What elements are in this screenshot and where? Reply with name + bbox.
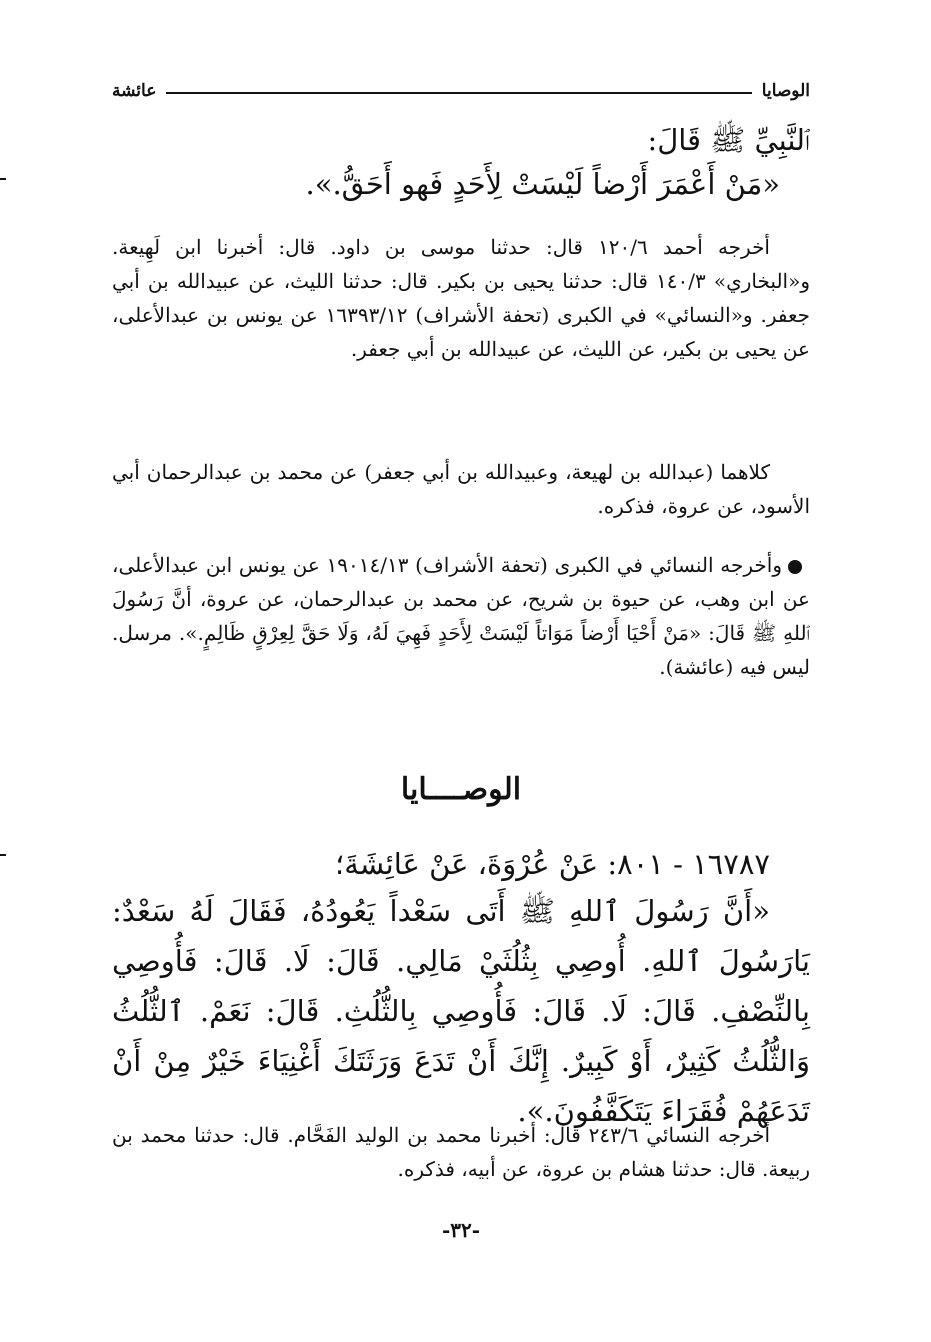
document-page (112, 70, 810, 1270)
takhrij-paragraph-2: كلاهما (عبدالله بن لهيعة، وعبيدالله بن أبي جعفر) عن محمد بن عبدالرحمان أبي الأسود، عن عروة، فذكره. (112, 460, 810, 518)
page-number: -٣٢- (441, 1218, 481, 1242)
hadith-text: «مَنْ أَعْمَرَ أَرْضاً لَيْسَتْ لِأَحَدٍ فَهو أَحَقُّ.». (305, 167, 780, 201)
hadith-lead: ٱلنَّبِيِّ ﷺ قَالَ: (647, 123, 810, 157)
takhrij-paragraph-4: أخرجه النسائي ٢٤٣/٦ قال: أخبرنا محمد بن الوليد الفَحَّام. قال: حدثنا محمد بن ربيعة. قال: حدثنا هشام بن عروة، عن أبيه، فذكره. (112, 1123, 810, 1181)
hadith-number-line: ١٦٧٨٧ - ٨٠١: عَنْ عُرْوَةَ، عَنْ عَائِشَةَ؛ (335, 847, 770, 881)
hadith-801-text: «أَنَّ رَسُولَ ٱللهِ ﷺ أَتَى سَعْداً يَعُودُهُ، فَقَالَ لَهُ سَعْدٌ: يَارَسُولَ ٱللهِ. أُوصِي بِثُلُثَيْ مَالِي. قَالَ: لَا. قَالَ: فَأُوصِي بِالنِّصْفِ. قَالَ: لَا. قَالَ: فَأُوصِي بِالثُّلُثِ. قَالَ: نَعَمْ. ٱلثُّلُثُ وَالثُّلُثُ كَثِيرٌ، أَوْ كَبِيرٌ. إِنَّكَ أَنْ تَدَعَ وَرَثَتَكَ أَغْنِيَاءَ خَيْرٌ مِنْ أَنْ تَدَعَهُمْ فُقَرَاءَ يَتَكَفَّفُونَ.». (112, 894, 810, 1128)
hadith-continuation (112, 118, 810, 206)
bullet-icon (788, 560, 802, 574)
header-section-title: عائشة (112, 81, 157, 101)
section-heading: الوصــــايا (400, 772, 522, 807)
running-header (112, 78, 810, 104)
takhrij-paragraph-1: أخرجه أحمد ١٢٠/٦ قال: حدثنا موسى بن داود. قال: أخبرنا ابن لَهِيعة. و«البخاري» ١٤٠/٣ قال: حدثنا يحيى بن بكير. قال: حدثنا الليث، عن عبيدالله بن أبي جعفر. و«النسائي» في الكبرى (تحفة الأشراف) ١٦٣٩٣/١٢ عن يونس بن عبدالأعلى، عن يحيى بن بكير، عن الليث، عن عبيدالله بن أبي جعفر. (112, 235, 810, 361)
header-rule (166, 92, 751, 94)
scan-edge-mark (0, 178, 6, 180)
scan-edge-mark (0, 854, 6, 856)
header-chapter-title: الوصايا (761, 81, 810, 101)
takhrij-paragraph-3-text: وأخرجه النسائي في الكبرى (تحفة الأشراف) ١٩٠١٤/١٣ عن يونس ابن عبدالأعلى، عن ابن وهب، عن حيوة بن شريح، عن محمد بن عبدالرحمان، عن عروة، أنَّ رَسُولَ ٱللهِ ﷺ قَالَ: «مَنْ أَحْيَا أَرْضاً مَوَاتاً لَيْسَتْ لِأَحَدٍ فَهِيَ لَهُ، وَلَا حَقَّ لِعِرْقٍ ظَالِمٍ.». مرسل. ليس فيه (عائشة). (112, 553, 810, 679)
hadith-801 (112, 842, 810, 1136)
takhrij-paragraph-3 (112, 548, 810, 684)
